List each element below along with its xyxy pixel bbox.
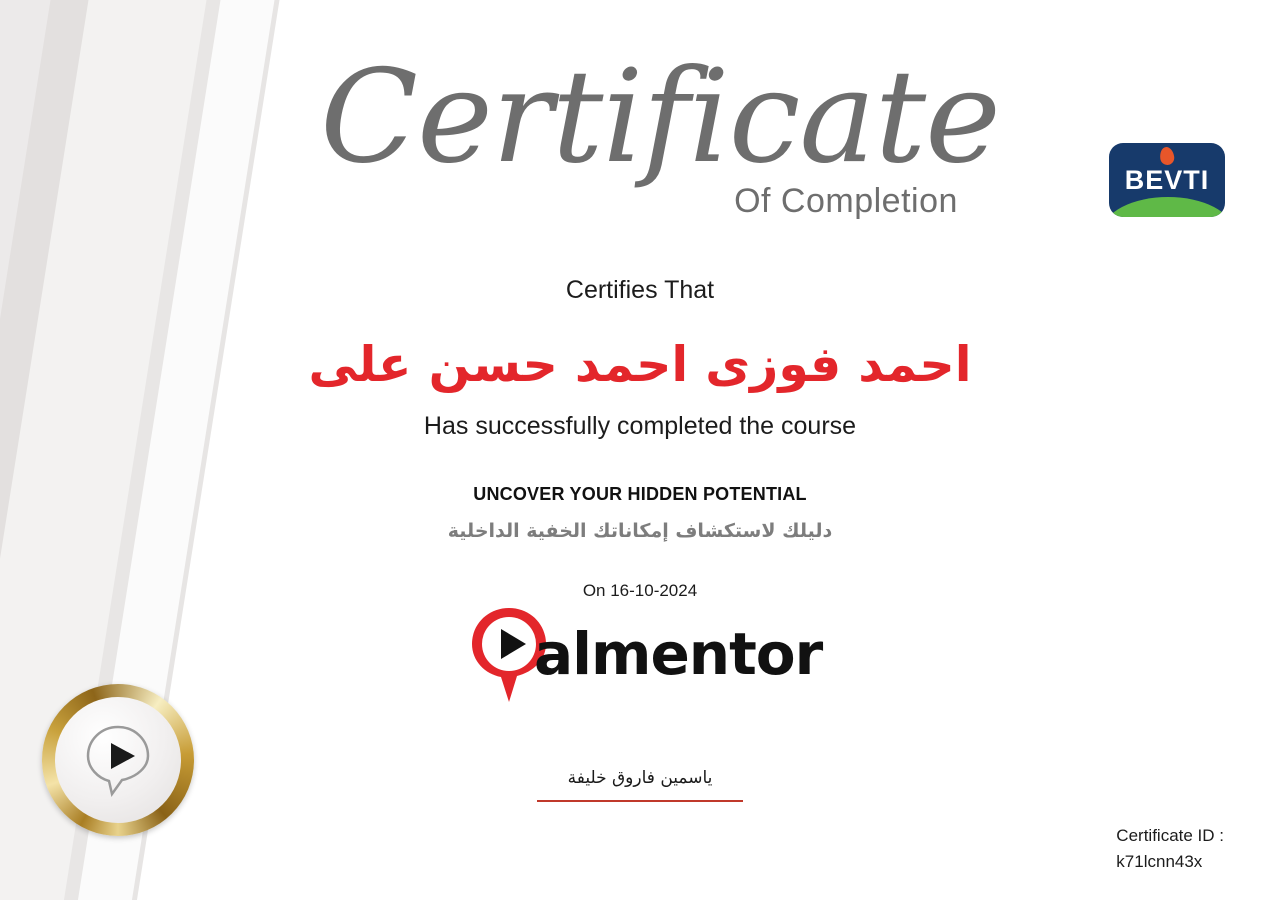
course-title: UNCOVER YOUR HIDDEN POTENTIAL — [473, 484, 807, 504]
logo-swoosh-shape — [1109, 197, 1225, 217]
page-subtitle: Of Completion — [734, 182, 958, 220]
droplet-icon — [1159, 146, 1175, 166]
almentor-logo — [0, 606, 1280, 706]
completion-text: Has successfully completed the course — [423, 412, 857, 440]
completion-date: On 16-10-2024 — [582, 581, 698, 600]
signature-rule — [537, 800, 743, 802]
course-title-arabic: دليلك لاستكشاف إمكاناتك الخفية الداخلية — [447, 520, 833, 542]
certificate-id-label: Certificate ID : — [1116, 826, 1224, 845]
certificate-id-value: k71lcnn43x — [1116, 851, 1203, 871]
signature-name: ياسمين فاروق خليفة — [567, 768, 713, 788]
gold-seal — [42, 684, 194, 836]
almentor-wordmark: almentor — [534, 620, 823, 688]
page-title: Certificate — [320, 43, 1000, 192]
bevti-logo — [1109, 143, 1225, 217]
certificate-id-block — [1116, 823, 1224, 874]
certifies-that-text: Certifies That — [565, 276, 715, 304]
recipient-name: احمد فوزى احمد حسن على — [308, 336, 972, 393]
bevti-logo-text: BEVTI — [1124, 165, 1210, 195]
signature-block — [0, 768, 1280, 802]
